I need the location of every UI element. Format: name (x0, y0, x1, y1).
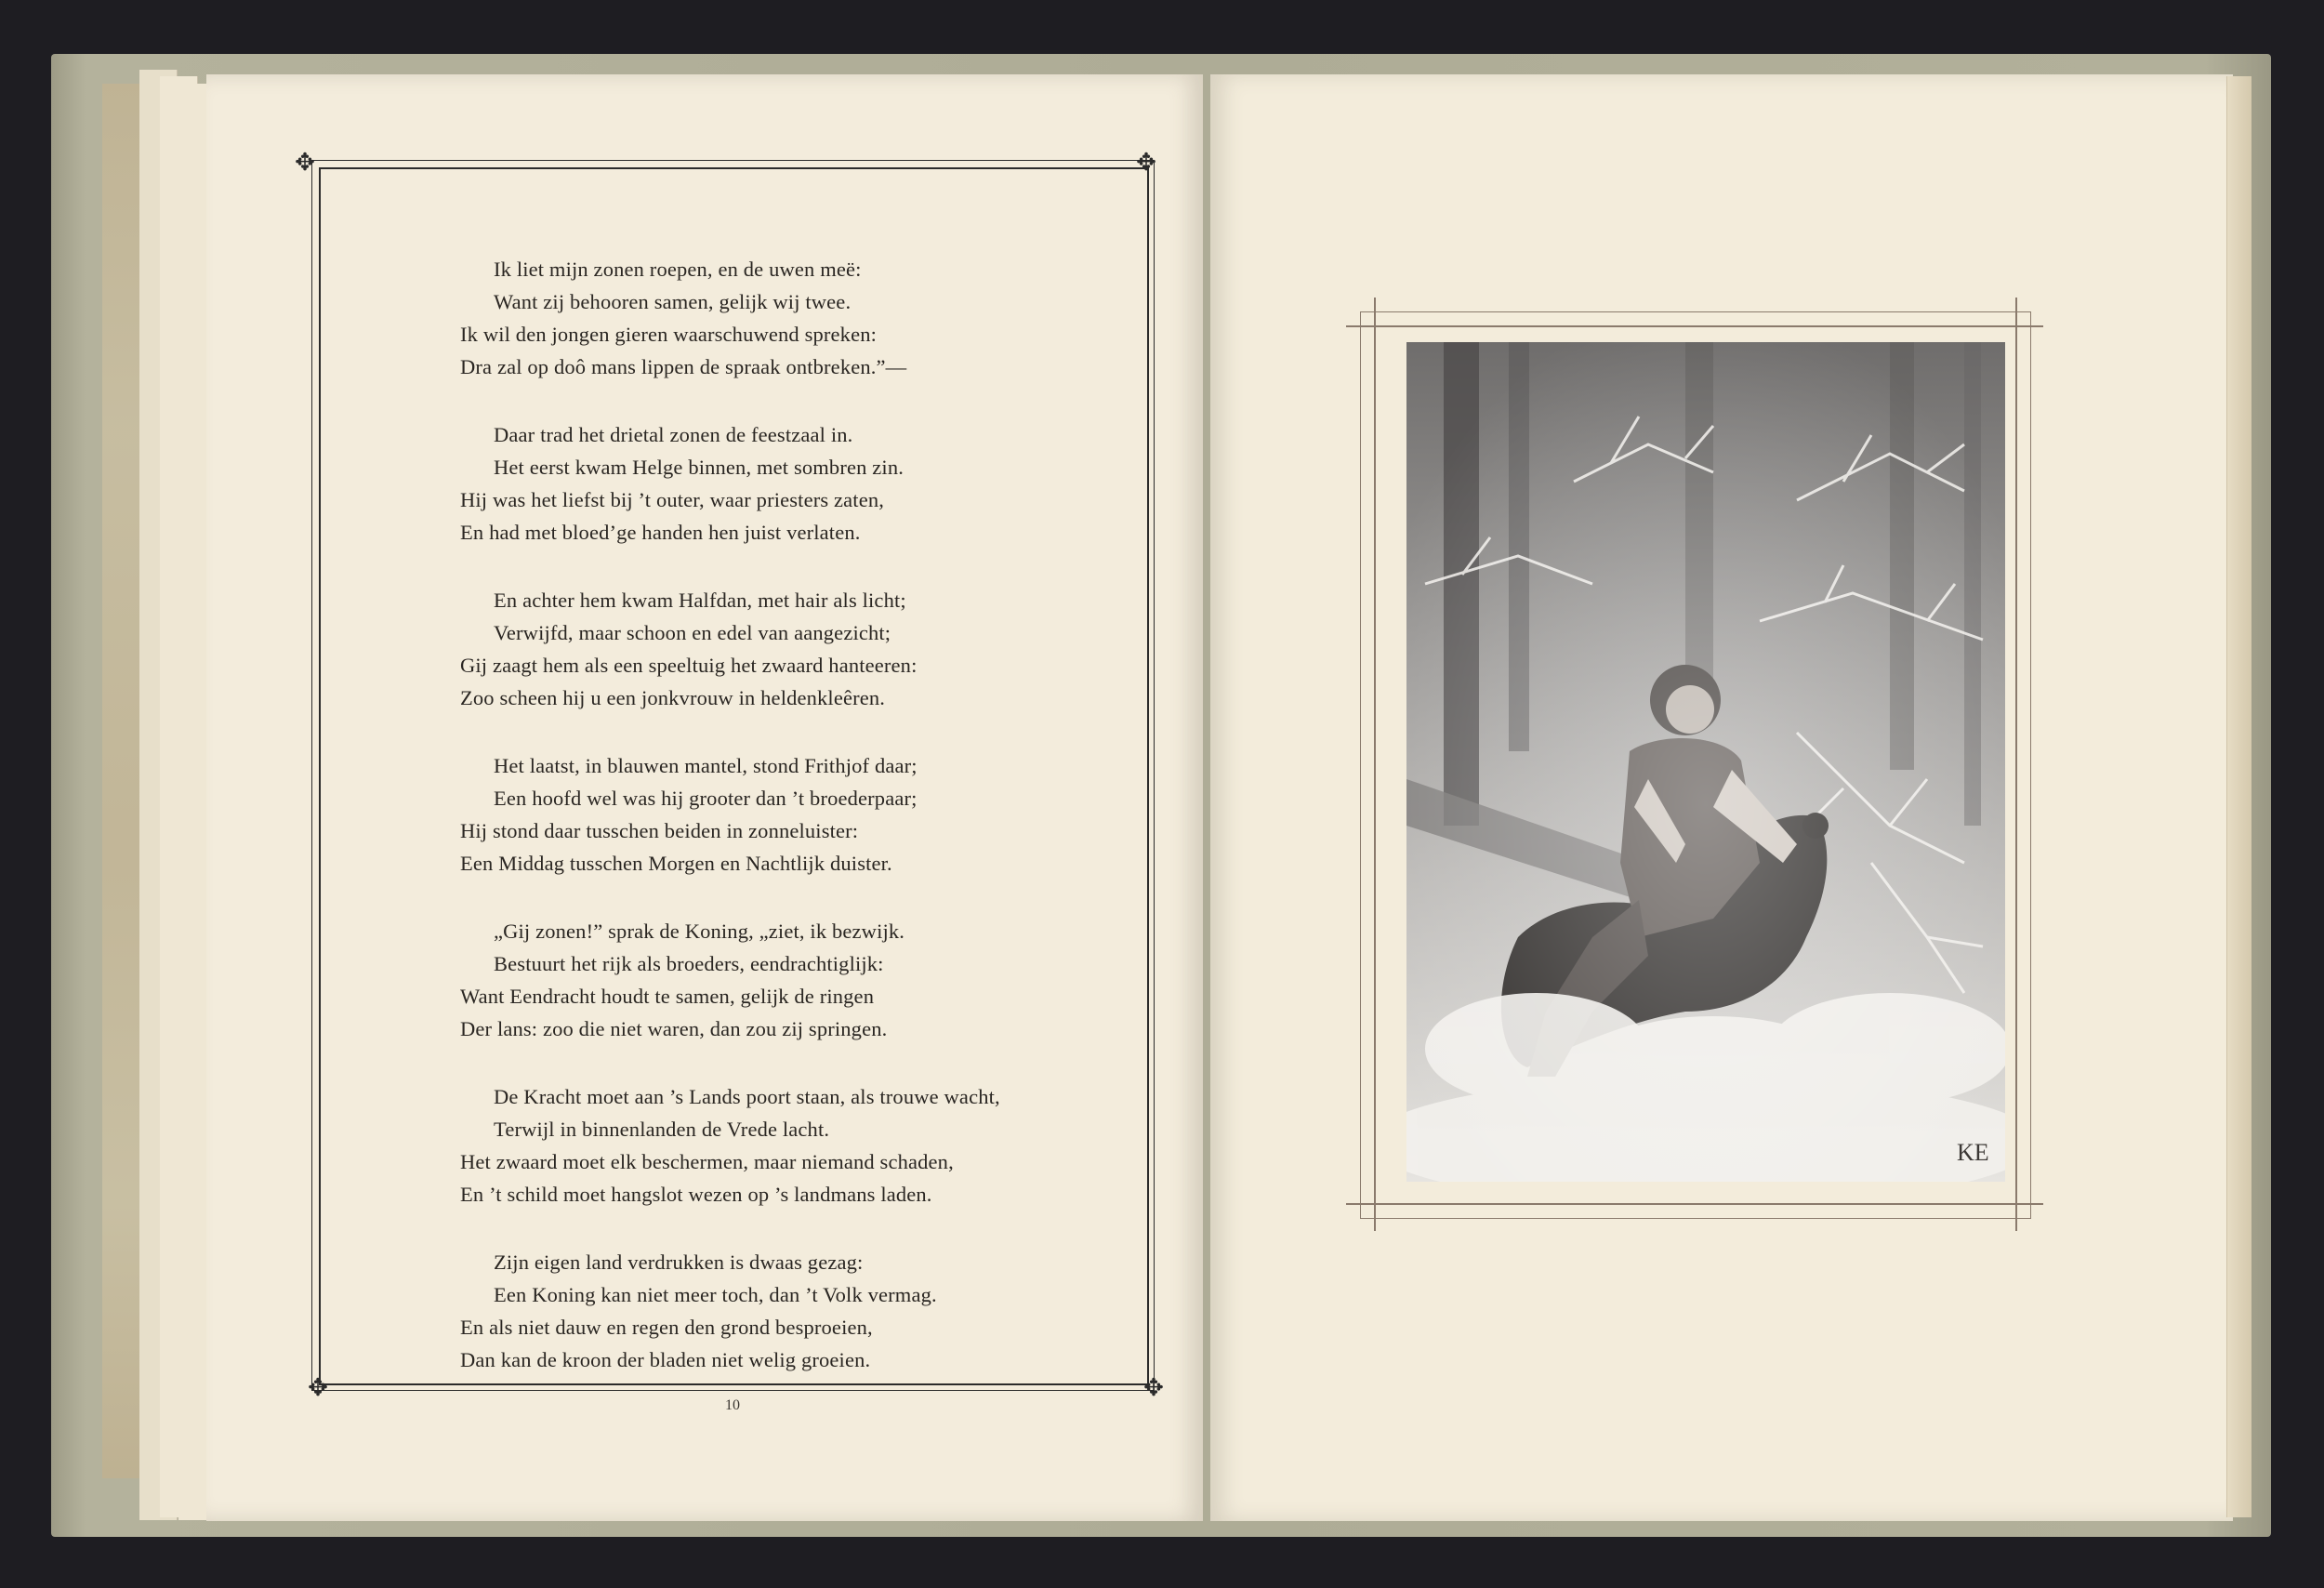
stanza (460, 915, 1037, 1045)
poem-line: Want Eendracht houdt te samen, gelijk de ringen (460, 985, 875, 1008)
poem-line: Een hoofd wel was hij grooter dan ’t broederpaar; (494, 787, 918, 810)
plate-rule (2015, 298, 2017, 1231)
poem-line: Dan kan de kroon der bladen niet welig groeien. (460, 1348, 871, 1371)
poem-line: Het eerst kwam Helge binnen, met sombren zin. (494, 456, 904, 479)
poem-line: Gij zaagt hem als een speeltuig het zwaard hanteeren: (460, 654, 918, 677)
stanza (460, 584, 1037, 714)
stanza (460, 418, 1037, 549)
poem-text (460, 253, 1037, 1411)
poem-line: Ik liet mijn zonen roepen, en de uwen meë: (494, 258, 862, 281)
poem-line: Terwijl in binnenlanden de Vrede lacht. (494, 1118, 830, 1141)
stanza (460, 749, 1037, 880)
artist-monogram: KE (1957, 1139, 1989, 1166)
poem-line: En had met bloed’ge handen hen juist verlaten. (460, 521, 861, 544)
stanza (460, 253, 1037, 383)
plate-rule (1346, 325, 2043, 327)
poem-line: Ik wil den jongen gieren waarschuwend spreken: (460, 323, 878, 346)
poem-line: Zoo scheen hij u een jonkvrouw in heldenkleêren. (460, 686, 886, 709)
poem-line: De Kracht moet aan ’s Lands poort staan, als trouwe wacht, (494, 1085, 1000, 1108)
corner-ornament-icon: ✥ (1136, 149, 1156, 177)
poem-line: Het laatst, in blauwen mantel, stond Frithjof daar; (494, 754, 918, 777)
corner-ornament-icon: ✥ (295, 149, 315, 177)
poem-line: Hij stond daar tusschen beiden in zonneluister: (460, 819, 859, 842)
poem-line: Een Middag tusschen Morgen en Nachtlijk duister. (460, 852, 892, 875)
illustration-youth-wrestling-bear (1406, 342, 2005, 1182)
poem-line: Want zij behooren samen, gelijk wij twee. (494, 290, 852, 313)
page-edge (2226, 76, 2251, 1517)
poem-line: Hij was het liefst bij ’t outer, waar priesters zaten, (460, 488, 885, 511)
poem-line: „Gij zonen!” sprak de Koning, „ziet, ik bezwijk. (494, 920, 905, 943)
poem-line: En achter hem kwam Halfdan, met hair als licht; (494, 589, 906, 612)
poem-line: Het zwaard moet elk beschermen, maar niemand schaden, (460, 1150, 954, 1173)
plate-rule (1374, 298, 1376, 1231)
poem-line: Verwijfd, maar schoon en edel van aangezicht; (494, 621, 891, 644)
stanza (460, 1080, 1037, 1211)
poem-line: En als niet dauw en regen den grond besproeien, (460, 1316, 873, 1339)
poem-line: Een Koning kan niet meer toch, dan ’t Volk vermag. (494, 1283, 937, 1306)
poem-line: Daar trad het drietal zonen de feestzaal in. (494, 423, 853, 446)
poem-line: Der lans: zoo die niet waren, dan zou zij springen. (460, 1017, 888, 1040)
poem-line: En ’t schild moet hangslot wezen op ’s landmans laden. (460, 1183, 932, 1206)
corner-ornament-icon: ✥ (308, 1374, 328, 1402)
stanza (460, 1246, 1037, 1376)
page-number: 10 (725, 1397, 740, 1413)
poem-line: Dra zal op doô mans lippen de spraak ontbreken.”— (460, 355, 907, 378)
plate-rule (1346, 1203, 2043, 1205)
corner-ornament-icon: ✥ (1143, 1374, 1164, 1402)
poem-line: Zijn eigen land verdrukken is dwaas gezag: (494, 1251, 864, 1274)
illustration-drawing (1406, 342, 2005, 1182)
poem-line: Bestuurt het rijk als broeders, eendrachtiglijk: (494, 952, 884, 975)
